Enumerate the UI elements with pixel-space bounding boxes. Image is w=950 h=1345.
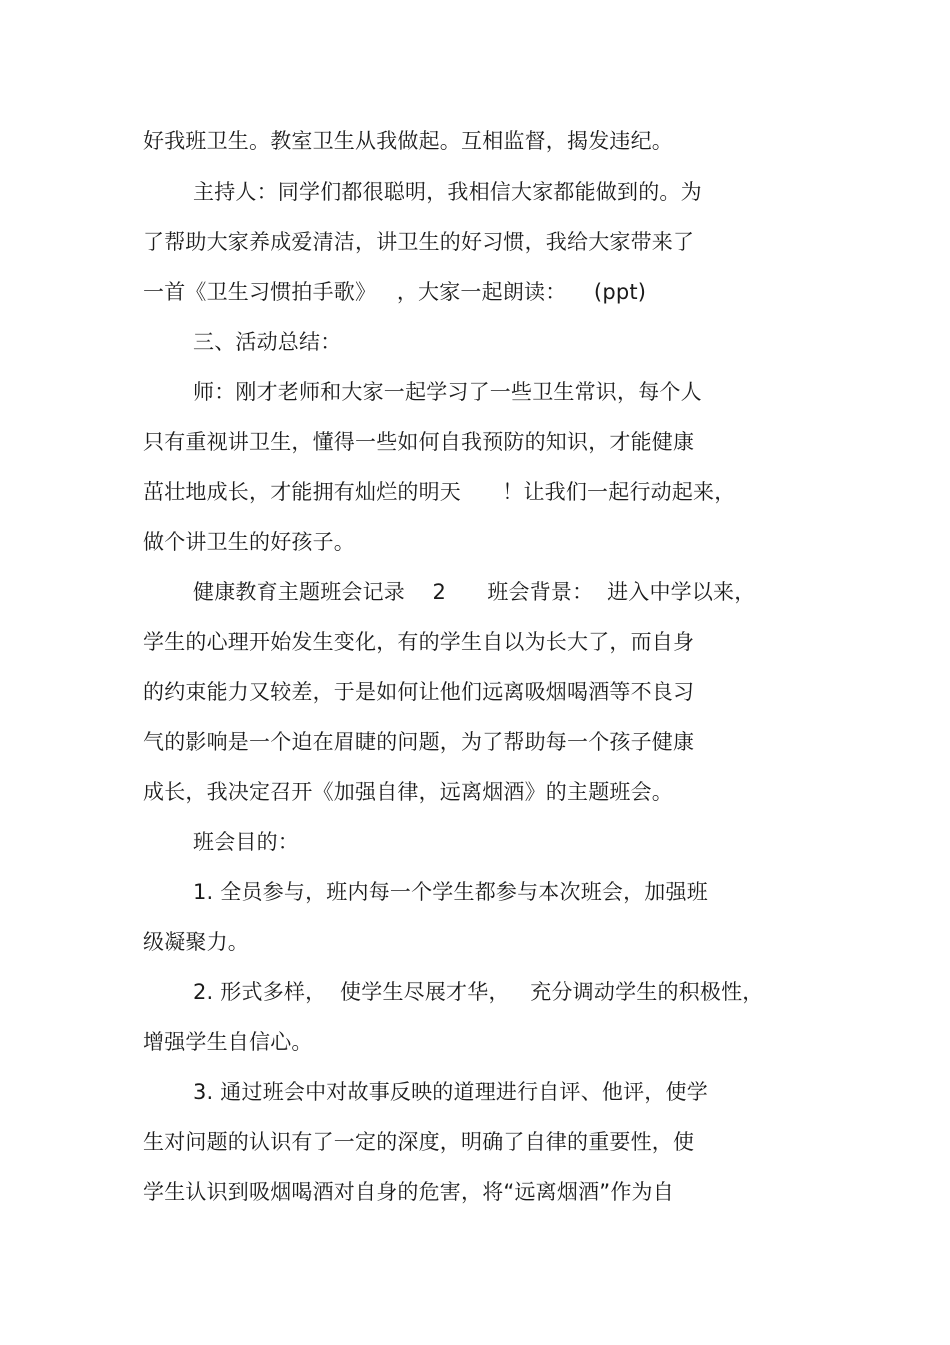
text-line: 的约束能力又较差，于是如何让他们远离吸烟喝酒等不良习 [143, 680, 695, 704]
section-heading: 三、活动总结： [193, 330, 342, 354]
text-line: 气的影响是一个迫在眉睫的问题，为了帮助每一个孩子健康 [143, 730, 695, 754]
text-line: 成长，我决定召开《加强自律，远离烟酒》的主题班会。 [143, 780, 673, 804]
list-item: 2. 形式多样， 使学生尽展才华， 充分调动学生的积极性， [193, 980, 764, 1004]
text-line: 好我班卫生。教室卫生从我做起。互相监督，揭发违纪。 [143, 129, 673, 153]
list-item: 1. 全员参与，班内每一个学生都参与本次班会，加强班 [193, 880, 708, 904]
text-line: 增强学生自信心。 [143, 1030, 313, 1054]
text-line: 健康教育主题班会记录 2 班会背景： 进入中学以来， [193, 580, 756, 604]
text-line: 学生的心理开始发生变化，有的学生自以为长大了，而自身 [143, 630, 695, 654]
text-line: 了帮助大家养成爱清洁，讲卫生的好习惯，我给大家带来了 [143, 230, 695, 254]
text-line: 做个讲卫生的好孩子。 [143, 530, 355, 554]
text-line: 级凝聚力。 [143, 930, 249, 954]
text-line: 师：刚才老师和大家一起学习了一些卫生常识，每个人 [193, 380, 702, 404]
text-line: 一首《卫生习惯拍手歌》 ，大家一起朗读： (ppt) [143, 280, 647, 304]
list-item: 3. 通过班会中对故事反映的道理进行自评、他评，使学 [193, 1080, 708, 1104]
text-line: 只有重视讲卫生，懂得一些如何自我预防的知识，才能健康 [143, 430, 695, 454]
text-line: 主持人：同学们都很聪明，我相信大家都能做到的。为 [193, 180, 702, 204]
section-heading: 班会目的： [193, 830, 299, 854]
text-line: 茁壮地成长，才能拥有灿烂的明天 ！让我们一起行动起来， [143, 480, 736, 504]
text-line: 生对问题的认识有了一定的深度，明确了自律的重要性，使 [143, 1130, 695, 1154]
text-line: 学生认识到吸烟喝酒对自身的危害，将“远离烟酒”作为自 [143, 1180, 674, 1204]
